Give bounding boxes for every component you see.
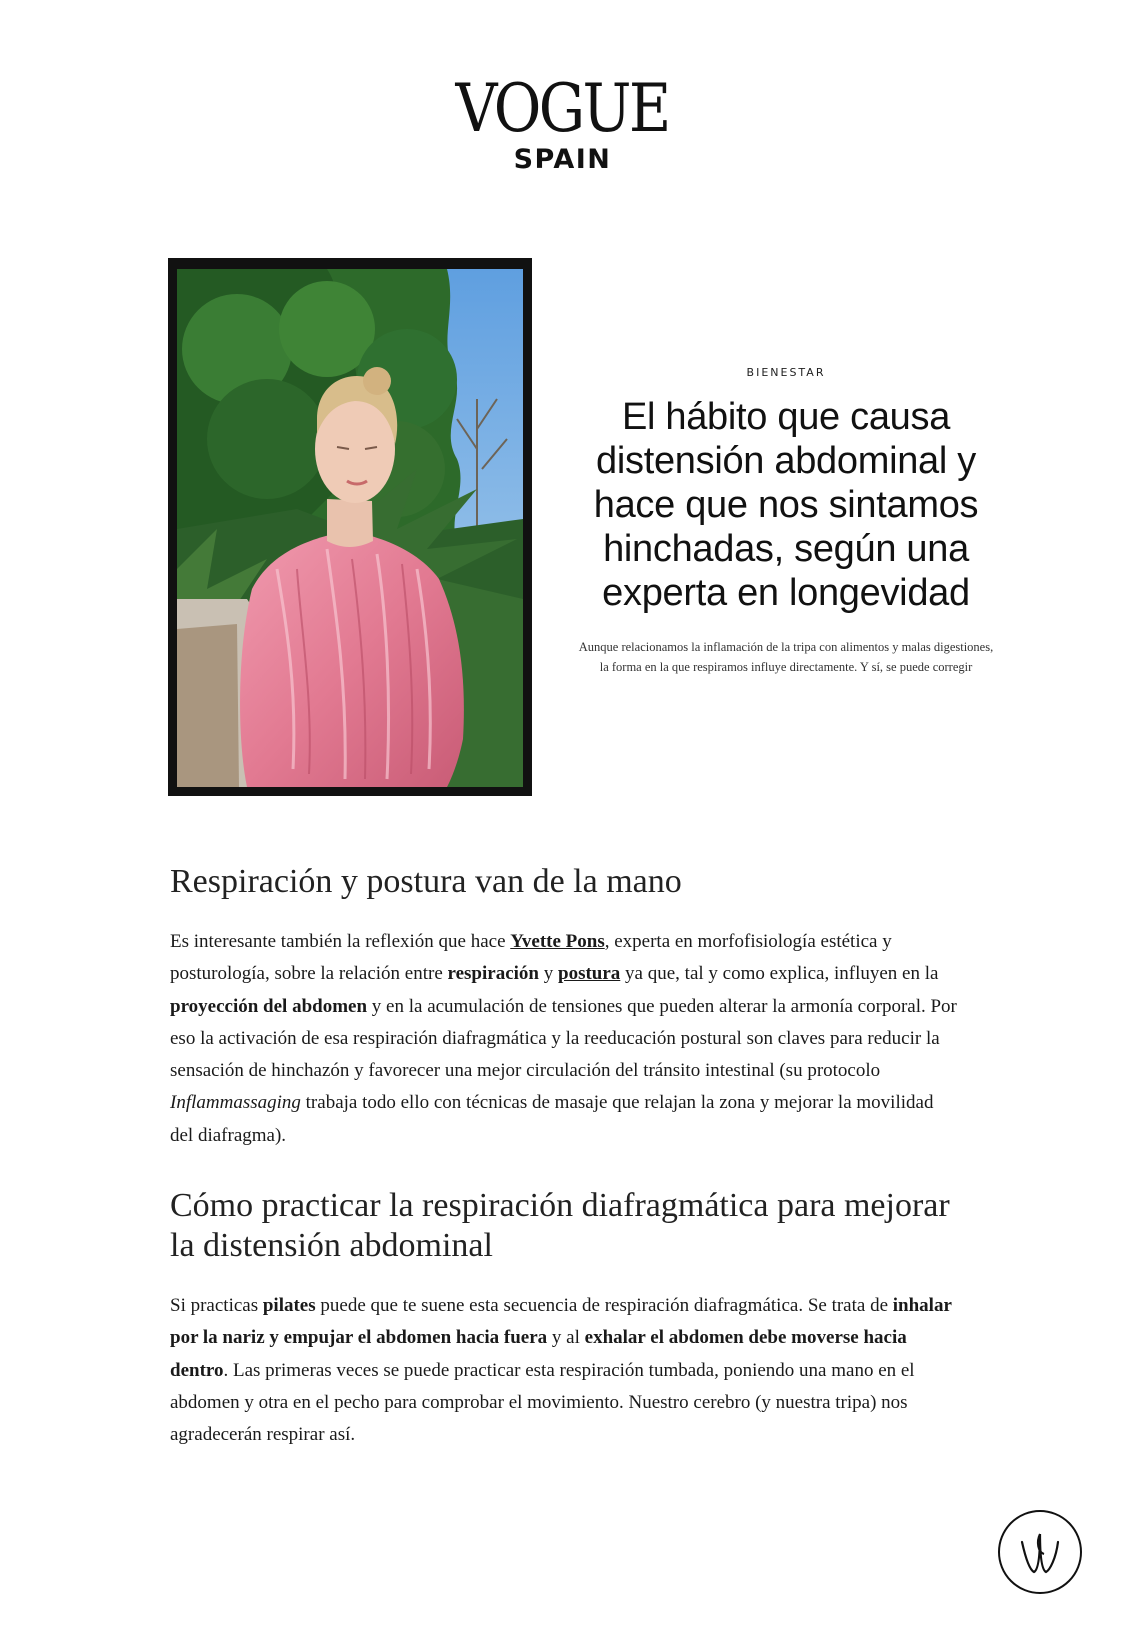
text-span: y al [547, 1327, 585, 1349]
paragraph-respiracion-postura [170, 926, 960, 1152]
hero-photo-woman-in-pink [177, 269, 523, 787]
hero-photo [168, 258, 532, 796]
text-span: , experta en morfofisiología estética y posturología, sobre la relación entre [170, 931, 892, 985]
text-span: ya que, tal y como explica, influyen en la [620, 963, 939, 985]
bold-inhalar: inhalar por la nariz y empujar el abdomen hacia fuera [170, 1295, 952, 1349]
section-title-respiracion-diafragmatica: Cómo practicar la respiración diafragmática para mejorar la distensión abdominal [170, 1187, 950, 1265]
bold-respiracion: respiración [447, 963, 539, 985]
text-span: y [539, 963, 558, 985]
section-kicker[interactable]: BIENESTAR [746, 366, 826, 379]
section-title-respiracion-postura: Respiración y postura van de la mano [170, 863, 682, 900]
text-span: trabaja todo ello con técnicas de masaje que relajan la zona y mejorar la movilidad del diafragma). [170, 1092, 934, 1146]
bold-pilates: pilates [262, 1295, 316, 1317]
italic-inflammassaging: Inflammassaging [170, 1092, 301, 1114]
text-span: Es interesante también la reflexión que hace [170, 931, 511, 952]
w-monogram-icon [998, 1510, 1082, 1594]
w-monogram-glyph [1000, 1512, 1080, 1592]
article-headline: El hábito que causa distensión abdominal y hace que nos sintamos hinchadas, según una experta en longevidad [593, 396, 979, 614]
edition-label: SPAIN [513, 144, 612, 175]
masthead [0, 70, 1125, 175]
bold-proyeccion-abdomen: proyección del abdomen [170, 995, 368, 1017]
text-span: . Las primeras veces se puede practicar esta respiración tumbada, poniendo una mano en el abdomen y otra en el pecho para comprobar el movimiento. Nuestro cerebro (y nuestra tripa) nos agradecerán respirar así. [170, 1359, 915, 1446]
bold-exhalar: exhalar el abdomen debe moverse hacia dentro [170, 1327, 907, 1381]
hero-text-block [566, 366, 1006, 677]
link-yvette-pons[interactable]: Yvette Pons [510, 931, 605, 952]
text-span: puede que te suene esta secuencia de respiración diafragmática. Se trata de [315, 1295, 893, 1317]
vogue-logo: VOGUE [455, 70, 670, 147]
link-postura[interactable]: postura [558, 963, 621, 985]
paragraph-respiracion-diafragmatica [170, 1290, 960, 1451]
article-body [170, 862, 960, 1452]
article-dek: Aunque relacionamos la inflamación de la tripa con alimentos y malas digestiones, la forma en la que respiramos influye directamente. Y sí, se puede corregir [578, 640, 994, 674]
text-span: Si practicas [170, 1295, 263, 1317]
text-span: y en la acumulación de tensiones que pueden alterar la armonía corporal. Por eso la activación de esa respiración diafragmática y la reeducación postural son claves para reducir la sensación de hinchazón y favorecer una mejor circulación del tránsito intestinal (su protocolo [170, 995, 957, 1082]
